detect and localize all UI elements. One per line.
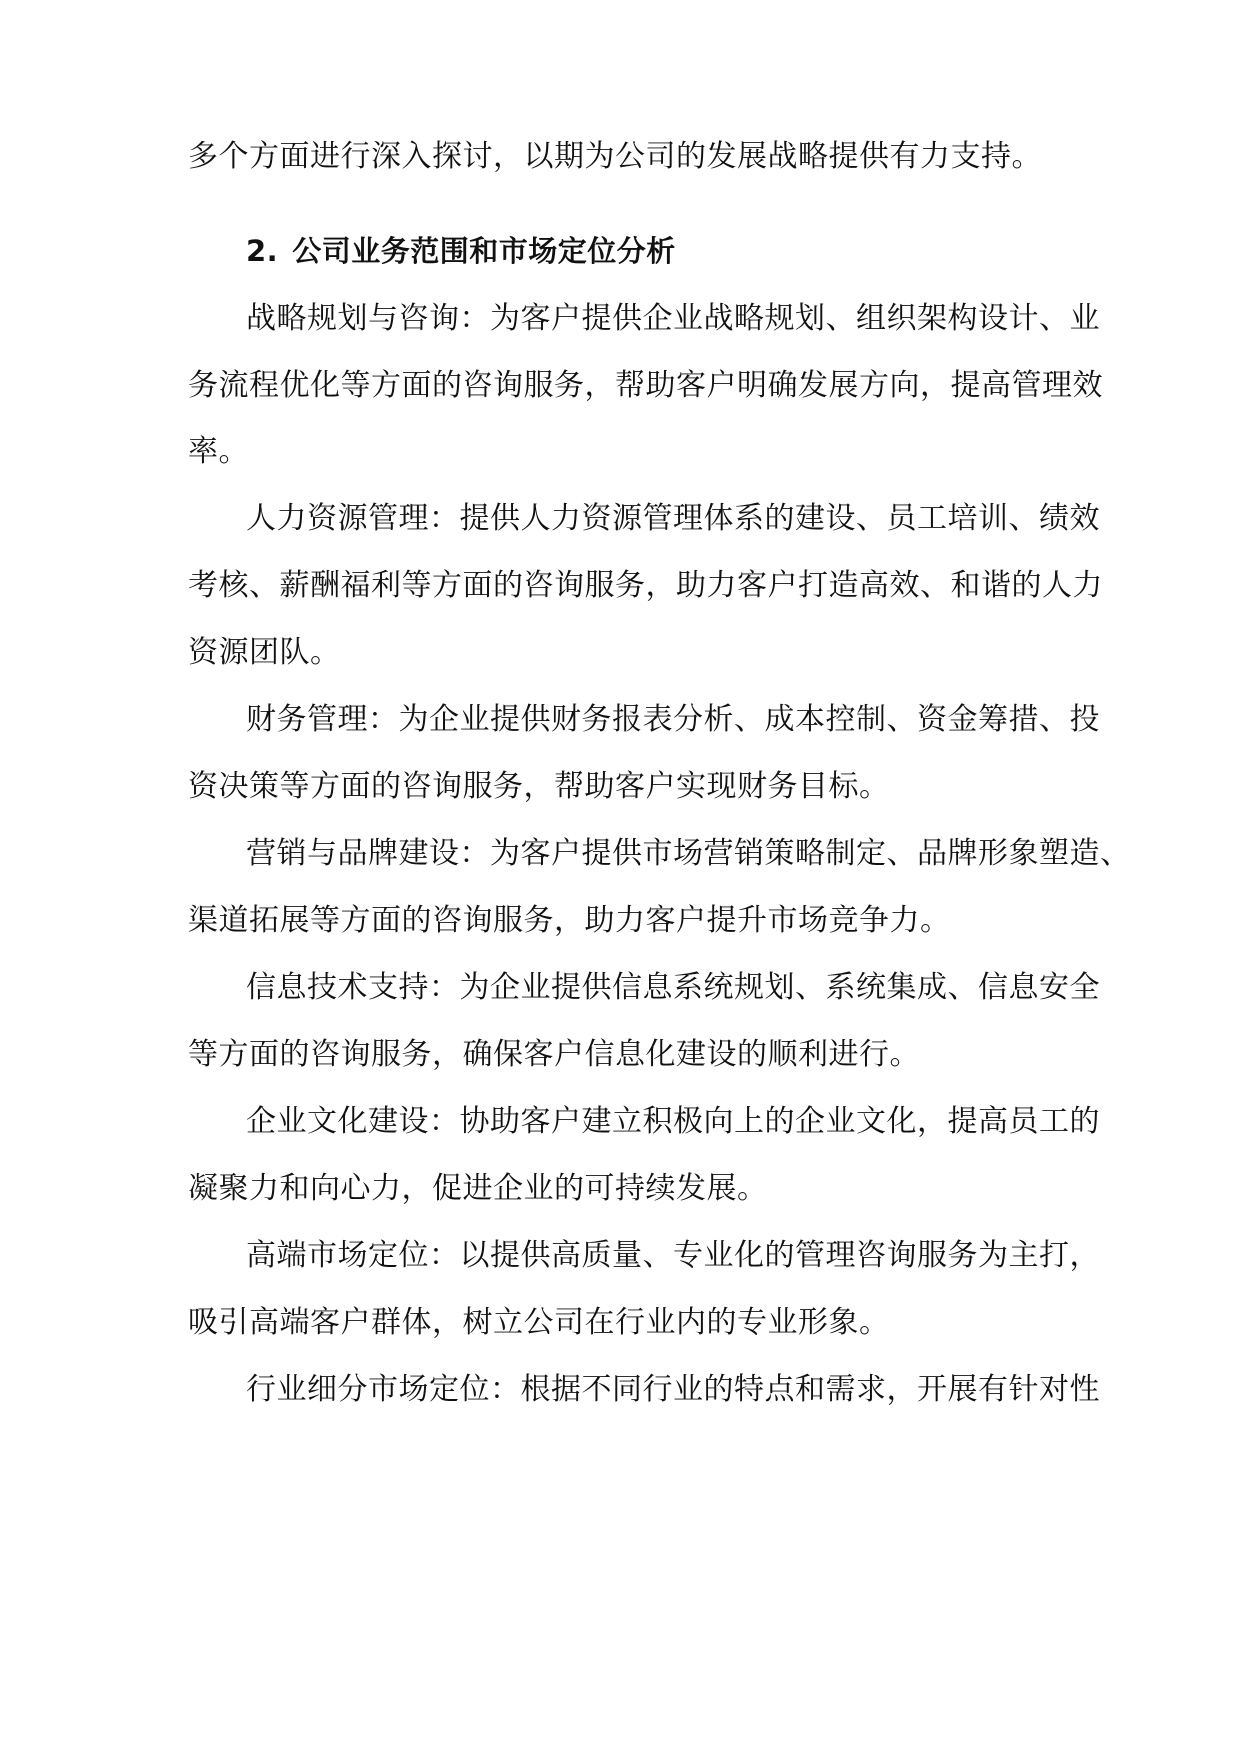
paragraph-line: 高端市场定位：以提供高质量、专业化的管理咨询服务为主打， [246, 1238, 1100, 1273]
paragraph-line: 考核、薪酬福利等方面的咨询服务，助力客户打造高效、和谐的人力 [188, 568, 1103, 603]
paragraph-line: 等方面的咨询服务，确保客户信息化建设的顺利进行。 [188, 1037, 920, 1072]
paragraph-line: 财务管理：为企业提供财务报表分析、成本控制、资金筹措、投 [246, 702, 1100, 737]
section-number: 2. [246, 234, 279, 268]
paragraph-line: 资源团队。 [188, 635, 341, 670]
paragraph-line: 率。 [188, 434, 249, 469]
paragraph-line: 吸引高端客户群体，树立公司在行业内的专业形象。 [188, 1305, 890, 1340]
paragraph-line: 凝聚力和向心力，促进企业的可持续发展。 [188, 1171, 768, 1206]
paragraph-line: 企业文化建设：协助客户建立积极向上的企业文化，提高员工的 [246, 1104, 1100, 1139]
paragraph-line: 人力资源管理：提供人力资源管理体系的建设、员工培训、绩效 [246, 501, 1100, 536]
section-title: 公司业务范围和市场定位分析 [292, 234, 676, 268]
paragraph-line: 信息技术支持：为企业提供信息系统规划、系统集成、信息安全 [246, 970, 1100, 1005]
paragraph-line: 务流程优化等方面的咨询服务，帮助客户明确发展方向，提高管理效 [188, 368, 1103, 403]
paragraph-line: 行业细分市场定位：根据不同行业的特点和需求，开展有针对性 [246, 1372, 1100, 1407]
paragraph-line: 战略规划与咨询：为客户提供企业战略规划、组织架构设计、业 [246, 301, 1100, 336]
paragraph-line: 营销与品牌建设：为客户提供市场营销策略制定、品牌形象塑造、 [246, 836, 1131, 871]
paragraph-line: 资决策等方面的咨询服务，帮助客户实现财务目标。 [188, 769, 890, 804]
section-heading [246, 231, 1126, 271]
continuation-line: 多个方面进行深入探讨，以期为公司的发展战略提供有力支持。 [188, 139, 1042, 174]
paragraph-line: 渠道拓展等方面的咨询服务，助力客户提升市场竞争力。 [188, 903, 951, 938]
